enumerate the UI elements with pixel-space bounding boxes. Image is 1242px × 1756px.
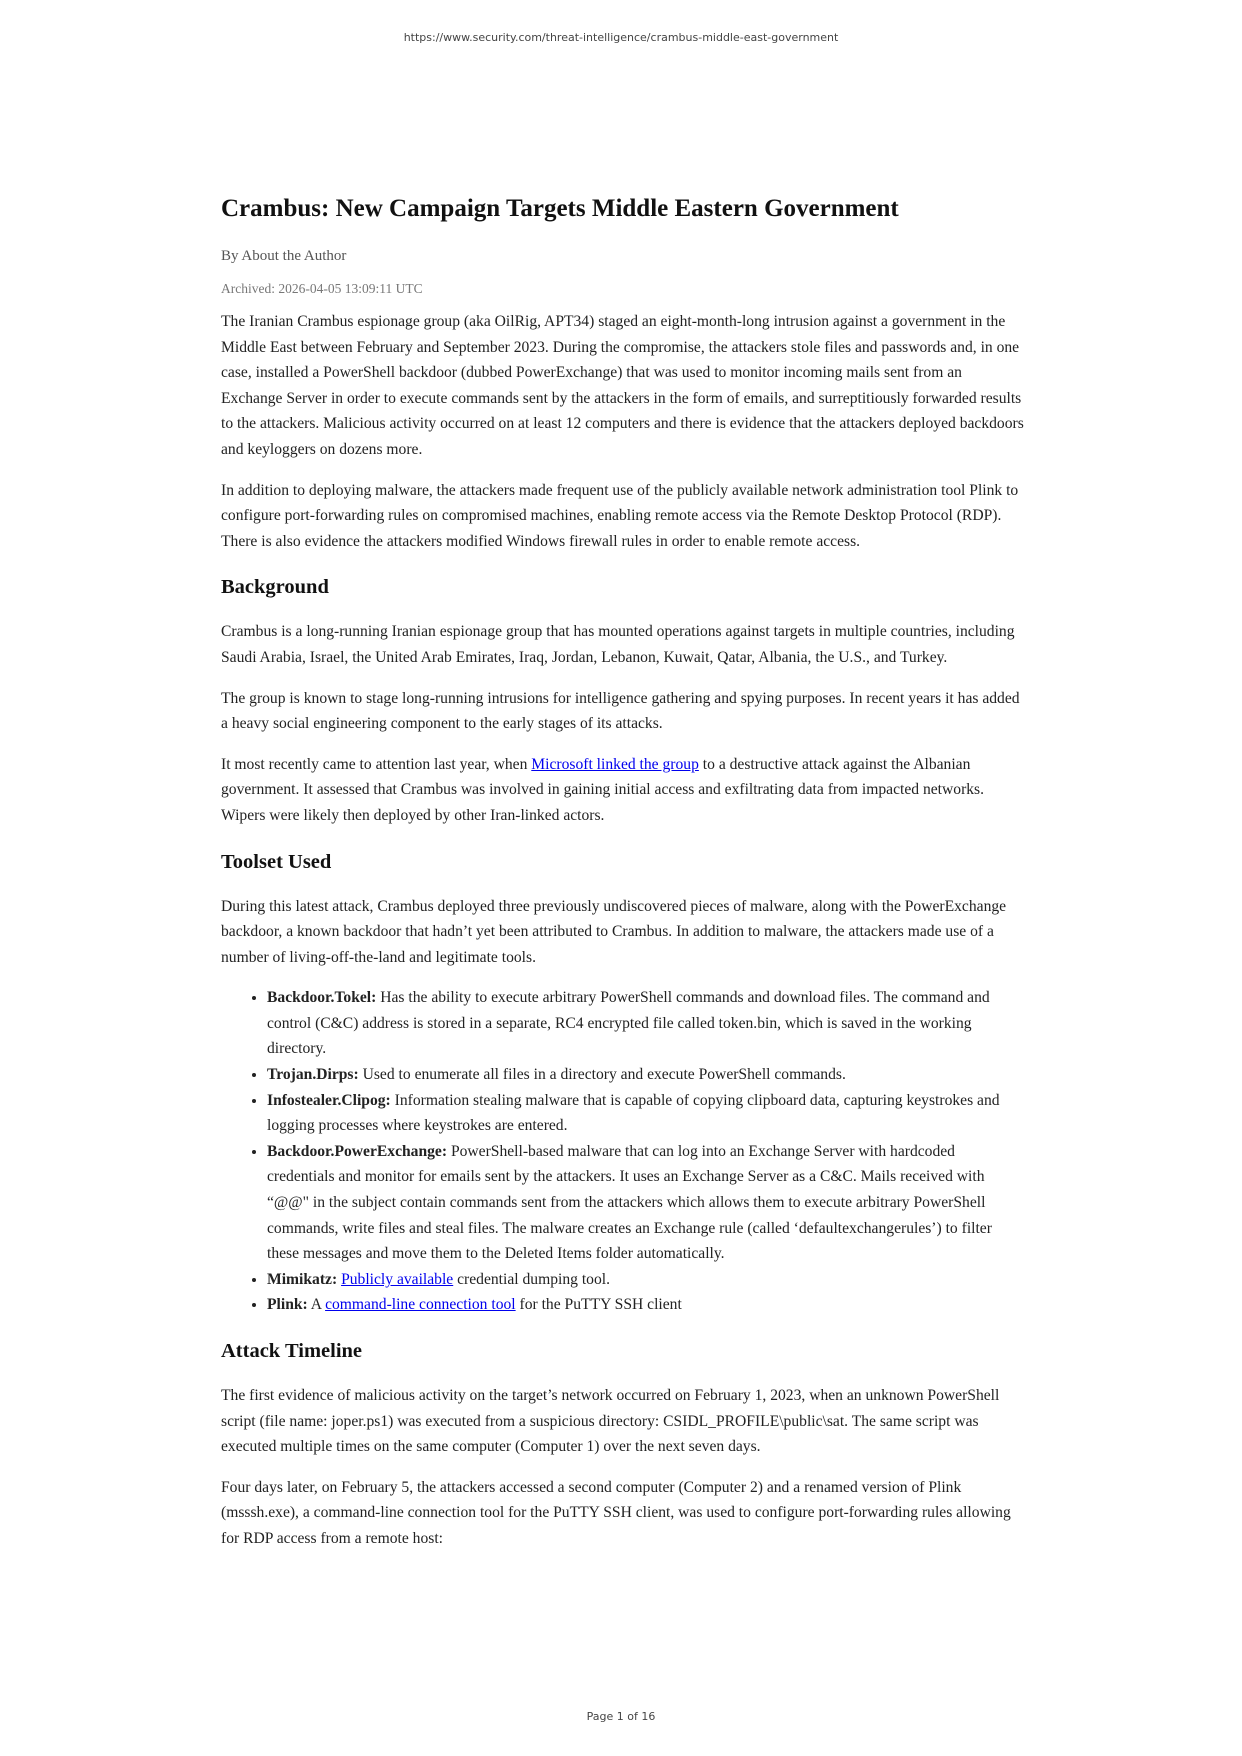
article-title: Crambus: New Campaign Targets Middle Eastern Government [221,195,899,222]
tool-name: Plink: [267,1296,308,1314]
archived-timestamp: Archived: 2026-04-05 13:09:11 UTC [221,281,423,296]
paragraph: The group is known to stage long-running intrusions for intelligence gathering and spying purposes. In recent years it has added a heavy social engineering component to the early stages of its attacks. [221,689,1020,733]
section-heading-background: Background [221,576,329,599]
tool-description: Information stealing malware that is capable of copying clipboard data, capturing keystrokes and logging processes where keystrokes are entered. [267,1091,1000,1135]
intro-paragraph: In addition to deploying malware, the attackers made frequent use of the publicly available network administration tool Plink to configure port-forwarding rules on compromised machines, enabling remote access via the Remote Desktop Protocol (RDP). There is also evidence the attackers modified Windows firewall rules in order to enable remote access. [221,481,1019,550]
byline: By About the Author [221,248,347,264]
tool-name: Trojan.Dirps: [267,1066,359,1084]
microsoft-link[interactable]: Microsoft linked the group [531,755,699,773]
page-url: https://www.security.com/threat-intelligence/crambus-middle-east-government [403,31,839,44]
list-item [267,1292,1026,1318]
tool-description: Used to enumerate all files in a directory and execute PowerShell commands. [358,1066,846,1084]
tool-list [221,985,1026,1318]
list-item [267,1088,1026,1139]
tool-name: Backdoor.Tokel: [267,989,377,1007]
list-item [267,1139,1026,1267]
tool-name: Infostealer.Clipog: [267,1091,391,1109]
tool-description: PowerShell-based malware that can log into an Exchange Server with hardcoded credentials and monitor for emails sent by the attackers. It uses an Exchange Server as a C&C. Mails received with “@@" in the subject contain commands sent from the attackers which allows them to execute arbitrary PowerShell commands, write files and steal files. The malware creates an Exchange rule (called ‘defaultexchangerules’) to filter these messages and move them to the Deleted Items folder automatically. [267,1142,992,1263]
section-heading-toolset: Toolset Used [221,850,332,873]
article [221,192,1026,1567]
tool-description: for the PuTTY SSH client [515,1296,682,1314]
list-item [267,1267,1026,1293]
paragraph: Four days later, on February 5, the attackers accessed a second computer (Computer 2) and a renamed version of Plink (msssh.exe), a command-line connection tool for the PuTTY SSH client, was used to configure port-forwarding rules allowing for RDP access from a remote host: [221,1478,1011,1547]
intro-paragraph: The Iranian Crambus espionage group (aka OilRig, APT34) staged an eight-month-long intrusion against a government in the Middle East between February and September 2023. During the compromise, the attackers stole files and passwords and, in one case, installed a PowerShell backdoor (dubbed PowerExchange) that was used to monitor incoming mails sent from an Exchange Server in order to execute commands sent by the attackers in the form of emails, and surreptitiously forwarded results to the attackers. Malicious activity occurred on at least 12 computers and there is evidence that the attackers deployed backdoors and keyloggers on dozens more. [221,313,1024,458]
paragraph: During this latest attack, Crambus deployed three previously undiscovered pieces of malware, along with the PowerExchange backdoor, a known backdoor that hadn’t yet been attributed to Crambus. In addition to malware, the attackers made use of a number of living-off-the-land and legitimate tools. [221,897,1007,966]
mimikatz-link[interactable]: Publicly available [341,1270,454,1288]
paragraph: The first evidence of malicious activity on the target’s network occurred on February 1, 2023, when an unknown PowerShell script (file name: joper.ps1) was executed from a suspicious directory: CSIDL_PROFILE\public\sat. The same script was executed multiple times on the same computer (Computer 1) over the next seven days. [221,1387,1000,1456]
text: A [307,1296,326,1314]
text: to a destructive attack against the Albanian government. It assessed that Crambus was involved in gaining initial access and exfiltrating data from impacted networks. Wipers were likely then deployed by other Iran-linked actors. [221,755,985,824]
tool-name: Backdoor.PowerExchange: [267,1142,448,1160]
tool-description: credential dumping tool. [453,1270,610,1288]
paragraph [221,752,1026,829]
list-item [267,985,1026,1062]
tool-name: Mimikatz: [267,1270,338,1288]
tool-description: Has the ability to execute arbitrary PowerShell commands and download files. The command and control (C&C) address is stored in a separate, RC4 encrypted file called token.bin, which is saved in the working directory. [267,989,990,1058]
plink-link[interactable]: command-line connection tool [325,1296,516,1314]
section-heading-timeline: Attack Timeline [221,1340,363,1362]
text: It most recently came to attention last year, when [221,755,532,773]
paragraph: Crambus is a long-running Iranian espionage group that has mounted operations against targets in multiple countries, including Saudi Arabia, Israel, the United Arab Emirates, Iraq, Jordan, Lebanon, Kuwait, Qatar, Albania, the U.S., and Turkey. [221,623,1015,666]
list-item [267,1062,1026,1088]
page-number: Page 1 of 16 [586,1710,656,1723]
